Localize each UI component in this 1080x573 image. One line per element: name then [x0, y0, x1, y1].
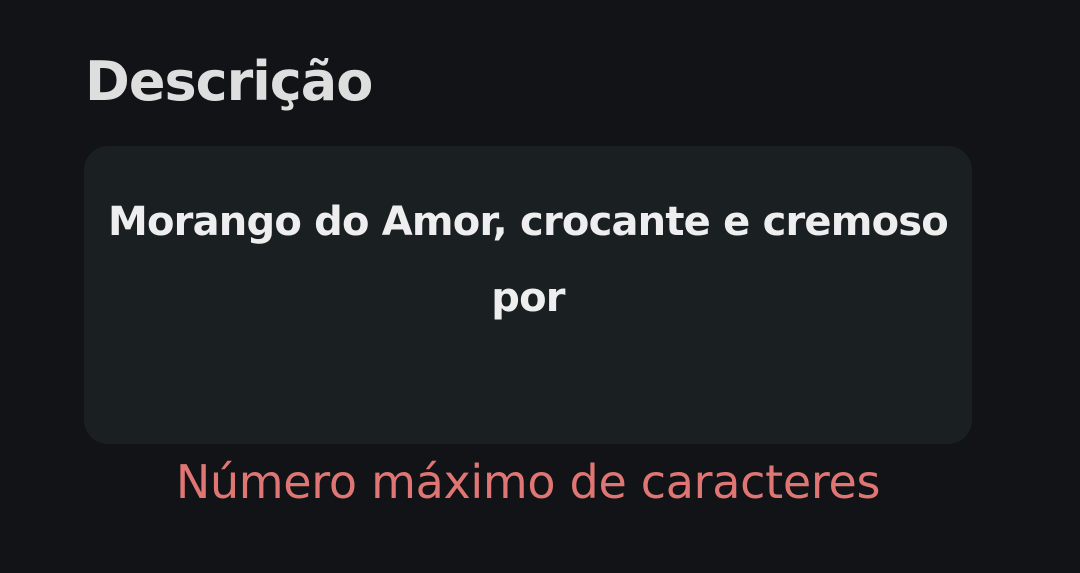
description-textarea[interactable] — [84, 146, 972, 444]
max-characters-error: Número máximo de caracteres — [175, 455, 881, 509]
description-value: Morango do Amor, crocante e cremoso por — [108, 199, 948, 321]
description-label: Descrição — [85, 50, 373, 113]
